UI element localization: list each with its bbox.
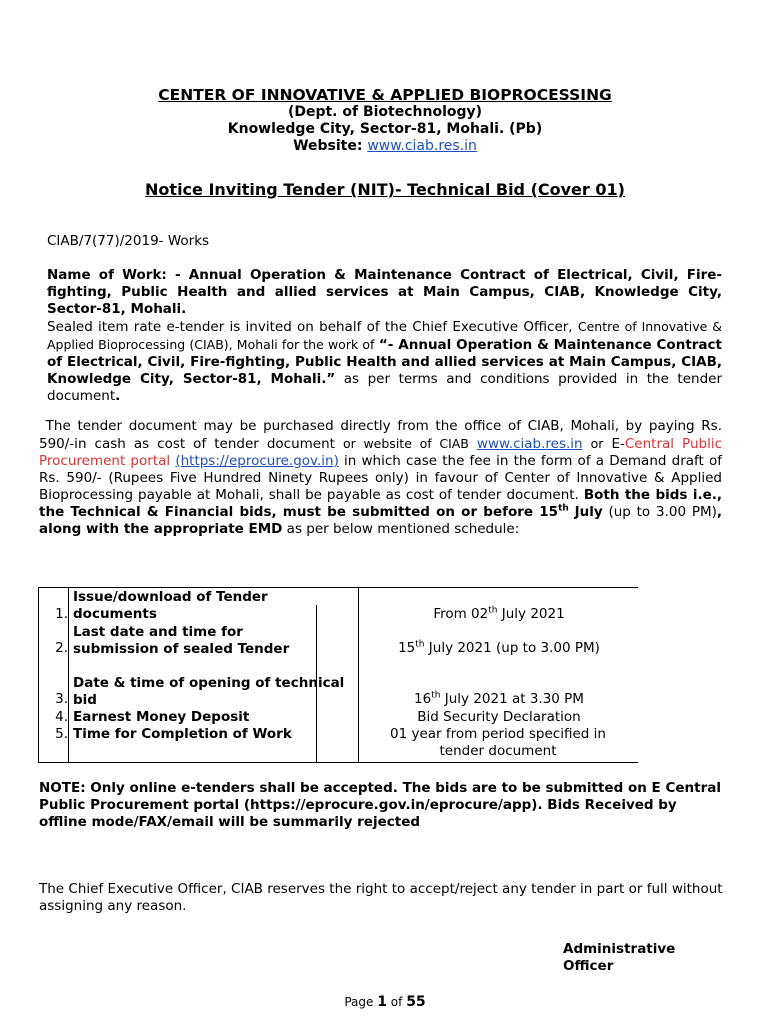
table-border-bottom bbox=[38, 762, 638, 763]
row-3-num: 3. bbox=[55, 691, 68, 707]
row-2-value-text: 15 bbox=[398, 640, 416, 656]
address: Knowledge City, Sector-81, Mohali. (Pb) bbox=[227, 121, 543, 137]
sealed-text-1: Sealed item rate e-tender is invited on behalf of the Chief Executive Officer, bbox=[47, 319, 573, 335]
table-divider-num bbox=[68, 587, 69, 762]
row-1-value-text-2: July 2021 bbox=[497, 606, 565, 622]
row-5-num: 5. bbox=[55, 726, 68, 742]
ciab-link[interactable]: www.ciab.res.in bbox=[476, 436, 583, 452]
row-5-value-text: 01 year from period specified in tender document bbox=[390, 726, 606, 759]
signatory: Administrative Officer bbox=[563, 941, 676, 974]
row-2-value-text-2: July 2021 (up to 3.00 PM) bbox=[424, 640, 600, 656]
row-1-value bbox=[360, 606, 638, 623]
website-label: Website: bbox=[293, 138, 363, 154]
purchase-text-4: in which case the fee in the form of a Demand draft of Rs. 590/- (Rupees Five Hundred Ninety Rupees only) in favour of Center of Innovative & Applied Bioprocessing payable at Mohali, shall be payable as cost of tender document. bbox=[39, 453, 723, 503]
schedule-table bbox=[38, 587, 638, 762]
ceo-statement: The Chief Executive Officer, CIAB reserves the right to accept/reject any tender in part or full without assigning any reason. bbox=[39, 881, 723, 914]
sealed-end: . bbox=[115, 388, 121, 404]
website-link[interactable]: www.ciab.res.in bbox=[367, 138, 477, 154]
purchase-text-6: as per below mentioned schedule: bbox=[286, 521, 520, 537]
sealed-text-3: as per terms and conditions provided in the tender document bbox=[47, 371, 722, 404]
table-divider-value bbox=[358, 587, 359, 762]
purchase-paragraph bbox=[39, 418, 722, 538]
purchase-text-5: (up to 3.00 PM) bbox=[608, 504, 717, 520]
purchase-or: or bbox=[590, 436, 604, 451]
sealed-tender-paragraph bbox=[47, 318, 722, 405]
row-3-item: Date & time of opening of technical bid bbox=[73, 675, 345, 708]
reference-number: CIAB/7(77)/2019- Works bbox=[47, 233, 210, 249]
purchase-text-2: or website of CIAB bbox=[342, 436, 469, 451]
sealed-text-2: Centre of Innovative & Applied Bioprocessing (CIAB), Mohali for the work of bbox=[47, 319, 722, 352]
purchase-e: E- bbox=[611, 436, 625, 452]
website-line bbox=[0, 138, 770, 154]
work-name: Name of Work: - Annual Operation & Maintenance Contract of Electrical, Civil, Fire-fighting, Public Health and allied services at Main Campus, CIAB, Knowledge City, Sector-81, Mohali. bbox=[47, 267, 722, 317]
eprocure-link[interactable]: (https://eprocure.gov.in) bbox=[175, 453, 339, 469]
department: (Dept. of Biotechnology) bbox=[287, 104, 483, 120]
purchase-bold-2: July bbox=[574, 504, 603, 520]
row-5-item: Time for Completion of Work bbox=[73, 726, 292, 742]
purchase-sup: th bbox=[558, 503, 569, 514]
org-name: CENTER OF INNOVATIVE & APPLIED BIOPROCESSING bbox=[158, 86, 612, 104]
row-2-num: 2. bbox=[55, 640, 68, 656]
page-title: Notice Inviting Tender (NIT)- Technical Bid (Cover 01) bbox=[145, 180, 625, 199]
row-4-value-text: Bid Security Declaration bbox=[417, 709, 581, 725]
note: NOTE: Only online e-tenders shall be accepted. The bids are to be submitted on E Central Public Procurement portal (https://eprocure.gov.in/eprocure/app). Bids Received by offline mode/FAX/email will be summarily rejected bbox=[39, 780, 721, 830]
sealed-work-bold: “- Annual Operation & Maintenance Contract of Electrical, Civil, Fire-fighting, Public Health and allied services at Main Campus, CIAB, Knowledge City, Sector-81, Mohali.” bbox=[47, 337, 722, 387]
row-2-item: Last date and time for submission of sealed Tender bbox=[73, 624, 290, 657]
page-label: Page bbox=[344, 995, 374, 1009]
row-4-value bbox=[360, 709, 638, 726]
row-1-num: 1. bbox=[55, 606, 68, 622]
page-number bbox=[0, 994, 770, 1010]
page-total: 55 bbox=[406, 994, 426, 1010]
row-3-value-text-2: July 2021 at 3.30 PM bbox=[440, 691, 584, 707]
table-border-top bbox=[38, 587, 638, 588]
purchase-bold-3: , along with the appropriate EMD bbox=[39, 504, 723, 537]
page-of: of bbox=[390, 995, 403, 1009]
row-1-value-sup: th bbox=[488, 605, 498, 616]
purchase-text-1: The tender document may be purchased directly from the office of CIAB, Mohali, by paying Rs. 590/-in cash as cost of tender document bbox=[39, 418, 722, 452]
row-2-value-sup: th bbox=[415, 639, 425, 650]
row-2-value bbox=[360, 640, 638, 657]
row-4-num: 4. bbox=[55, 709, 68, 725]
page-current: 1 bbox=[377, 994, 387, 1010]
row-5-value bbox=[368, 726, 628, 759]
row-3-value bbox=[360, 691, 638, 708]
cppp-portal-text: Central Public Procurement portal bbox=[39, 436, 723, 469]
row-4-item: Earnest Money Deposit bbox=[73, 709, 250, 725]
row-3-value-sup: th bbox=[431, 690, 441, 701]
purchase-bold-1: Both the bids i.e., the Technical & Financial bids, must be submitted on or before 15 bbox=[39, 487, 723, 520]
row-1-value-text: From 02 bbox=[433, 606, 489, 622]
row-3-value-text: 16 bbox=[414, 691, 432, 707]
row-1-item: Issue/download of Tender documents bbox=[73, 589, 268, 622]
